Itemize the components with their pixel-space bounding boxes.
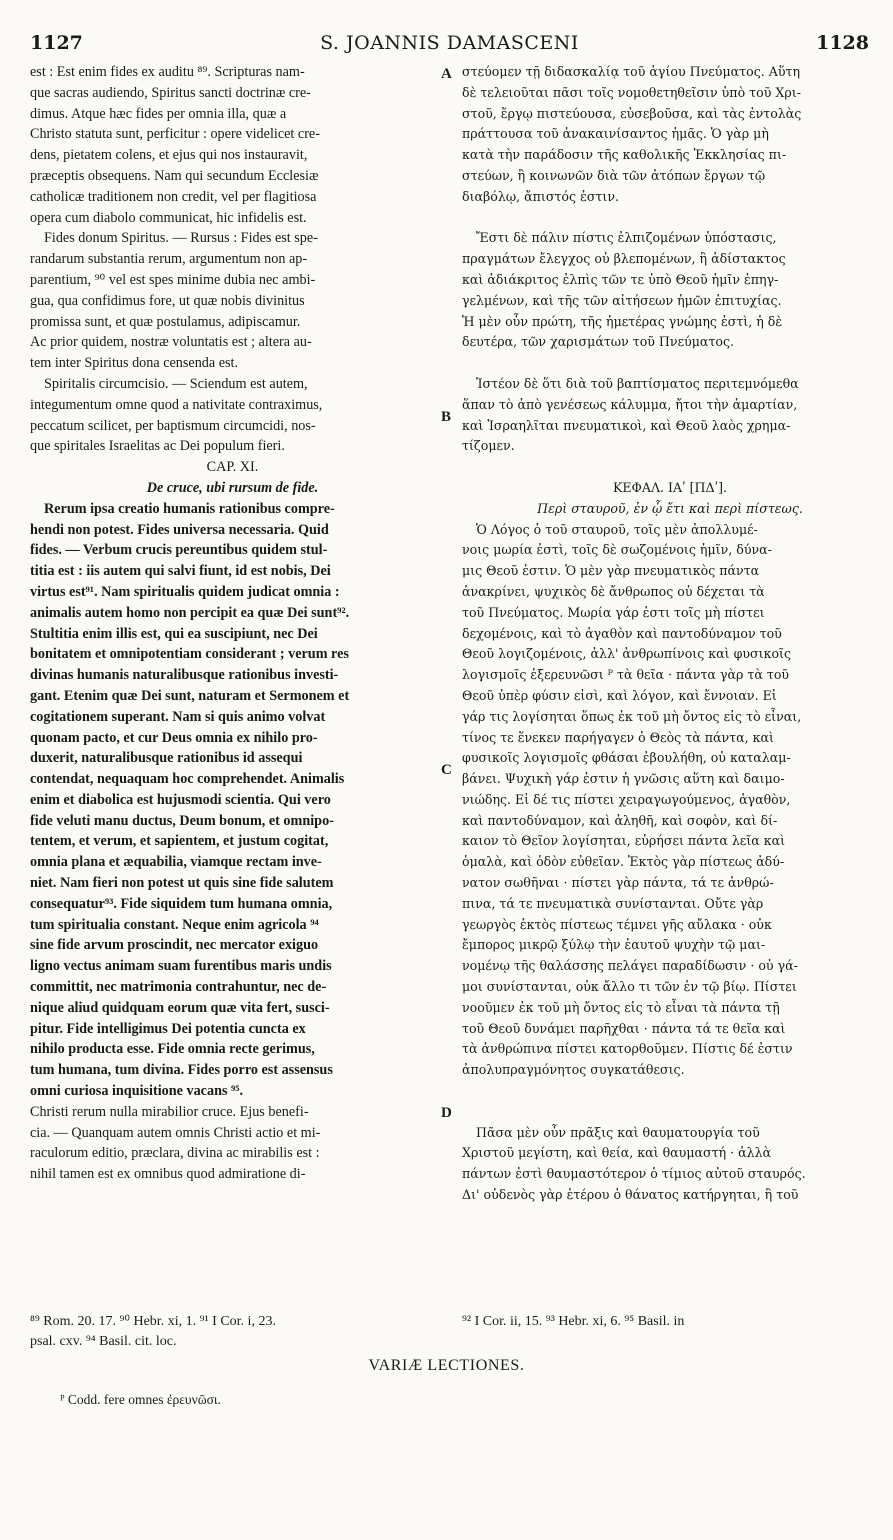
text-line: διαβόλῳ, ἄπιστός ἐστιν. <box>462 188 619 204</box>
text-line: δὲ τελειοῦται πᾶσι τοῖς νομοθετηθεῖσιν ὑπὸ τοῦ Χρι- <box>462 84 801 100</box>
text-line: νατον σωθῆναι · πίστει γὰρ πάντα, τά τε ἀνθρώ- <box>462 875 774 891</box>
text-line: φυσικοῖς λογισμοῖς φθάσαι ἐβουλήθη, οὐ καταλαμ- <box>462 750 791 766</box>
text-line: Spiritalis circumcisio. — Sciendum est autem, <box>44 375 308 392</box>
text-line: committit, nec matrimonia contrahuntur, nec de- <box>30 979 327 996</box>
text-line: νοοῦμεν ἐκ τοῦ μὴ ὄντος εἰς τὸ εἶναι τὰ πάντα τῇ <box>462 999 780 1015</box>
text-line: νιώδης. Εἰ δέ τις πίστει χειραγωγούμενος, ἀγαθὸν, <box>462 791 791 807</box>
text-line: δευτέρα, τῶν χαρισμάτων τοῦ Πνεύματος. <box>462 334 735 350</box>
text-line: duxerit, naturalibusque rationibus id assequi <box>30 750 303 767</box>
greek-para-3 <box>462 374 878 457</box>
page-number-right: 1128 <box>816 32 869 54</box>
latin-para-1 <box>30 62 435 228</box>
text-line: catholicæ traditionem non credit, vel per flagitiosa <box>30 188 317 205</box>
text-line: cia. — Quanquam autem omnis Christi actio et mi- <box>30 1124 321 1141</box>
text-line: γελμένων, καὶ τῆς τῶν αἰτήσεων ἡμῶν ἐπιτυχίας. <box>462 292 782 308</box>
text-line: dimus. Atque hæc fides per omnia illa, quæ a <box>30 105 287 122</box>
text-line: gua, qua confidimus fore, ut quæ nobis divinitus <box>30 292 305 309</box>
text-line: γάρ τις λογίσηται ὅπως ἐκ τοῦ μὴ ὄντος εἰς τὸ εἶναι, <box>462 708 802 724</box>
text-line: omnia plana et æquabilia, viamque rectam inve- <box>30 854 322 871</box>
greek-para-4 <box>462 520 878 1082</box>
text-line: τίζομεν. <box>462 438 515 454</box>
greek-chapter-title: Περὶ σταυροῦ, ἐν ᾧ ἔτι καὶ περὶ πίστεως. <box>537 500 803 516</box>
text-line: dens, pietatem colens, et ejus qui nos instauravit, <box>30 147 308 164</box>
variae-lectiones-title: VARIÆ LECTIONES. <box>368 1357 525 1374</box>
text-line: consequatur⁹³. Fide siquidem tum humana omnia, <box>30 895 333 912</box>
text-line: καὶ παντοδύναμον, καὶ ἀληθῆ, καὶ σοφὸν, καὶ δί- <box>462 812 778 828</box>
text-line: raculorum editio, præclara, divina ac mirabilis est : <box>30 1145 320 1162</box>
greek-chapter-heading: ΚΕΦΑΛ. ΙΑʹ [ΠΔʹ]. <box>612 479 728 495</box>
text-line: nihilo producta esse. Fide omnia recte gerimus, <box>30 1041 315 1058</box>
latin-para-2 <box>30 228 435 374</box>
text-line: Ἰστέον δὲ ὅτι διὰ τοῦ βαπτίσματος περιτεμνόμεθα <box>476 375 799 391</box>
text-line: Ἔστι δὲ πάλιν πίστις ἐλπιζομένων ὑπόστασις, <box>476 230 777 246</box>
text-line: ligno vectus animam suam furentibus maris undis <box>30 958 332 975</box>
text-line: hendi non potest. Fides universa necessaria. Quid <box>30 521 329 538</box>
margin-marker-b: B <box>441 409 452 425</box>
text-line: Θεοῦ λογιζομένοις, ἀλλ' ἀνθρωπίνοις καὶ φυσικοῖς <box>462 646 792 662</box>
text-line: pitur. Fide intelligimus Dei potentia cuncta ex <box>30 1020 306 1037</box>
text-line: fides. — Verbum crucis pereuntibus quidem stul- <box>30 542 328 559</box>
latin-chapter-title: De cruce, ubi rursum de fide. <box>146 479 319 496</box>
greek-para-5 <box>462 1123 878 1206</box>
text-line: ἅπαν τὸ ἀπὸ γενέσεως κάλυμμα, ἤτοι τὴν ἁμαρτίαν, <box>462 396 798 412</box>
text-line: est : Est enim fides ex auditu ⁸⁹. Scripturas nam- <box>30 64 305 80</box>
text-line: ἔμπορος μικρῷ ξύλῳ τὴν ἑαυτοῦ ψυχὴν τῷ μαι- <box>462 937 766 953</box>
text-line: καὶ ἀδιάκριτος ἐλπὶς τῶν τε ὑπὸ Θεοῦ ἡμῖν ἐπηγ- <box>462 271 779 287</box>
text-line: Δι' οὐδενὸς γὰρ ἑτέρου ὁ θάνατος κατήργηται, ἢ τοῦ <box>462 1187 799 1203</box>
text-line: fide veluti manu ductus, Deum bonum, et omnipo- <box>30 812 334 829</box>
text-line: Stultitia enim illis est, qui ea suscipiunt, nec Dei <box>30 625 318 642</box>
text-line: peccatum scilicet, per baptismum circumcidi, nos- <box>30 417 316 434</box>
text-line: κατὰ τὴν παράδοσιν τῆς καθολικῆς Ἐκκλησίας πι- <box>462 147 787 163</box>
footnotes-left <box>30 1312 435 1352</box>
text-line: τοῦ Θεοῦ δυνάμει παρῆχθαι · πάντα τά τε θεῖα καὶ <box>462 1020 786 1036</box>
text-line: μις Θεοῦ ἐστιν. Ὁ μὲν γὰρ πνευματικὸς πάντα <box>462 563 760 579</box>
text-line: virtus est⁹¹. Nam spiritualis quidem judicat omnia : <box>30 583 340 600</box>
text-line: Fides donum Spiritus. — Rursus : Fides est spe- <box>44 230 318 247</box>
text-line: que sacras audiendo, Spiritus sancti doctrinæ cre- <box>30 84 311 101</box>
text-line: cogitationem superant. Nam si quis animo volvat <box>30 708 326 725</box>
latin-para-5 <box>30 1102 435 1185</box>
text-line: tum spiritualia constant. Neque enim agricola ⁹⁴ <box>30 916 319 933</box>
running-header <box>30 32 869 60</box>
text-line: ἀνακρίνει, ψυχικὸς δὲ ἄνθρωπος οὐ δέχεται τὰ <box>462 583 765 599</box>
text-line: νοις μωρία ἐστὶ, τοῖς δὲ σωζομένοις ἡμῖν, δύνα- <box>462 542 772 558</box>
text-line: Christo statuta sunt, perficitur : opere videlicet cre- <box>30 126 320 143</box>
text-line: niet. Nam fieri non potest ut quis sine fide salutem <box>30 875 334 892</box>
text-line: divinas humanis naturalibusque rationibus investi- <box>30 667 339 684</box>
text-line: γεωργὸς ἐκτὸς πίστεως τέμνει γῆς αὔλακα · οὐκ <box>462 916 772 932</box>
text-line: præceptis obsequens. Nam qui secundum Ecclesiæ <box>30 167 319 184</box>
text-line: bonitatem et omnipotentiam considerant ; verum res <box>30 646 349 663</box>
text-line: καιον τὸ Θεῖον λογίσηται, εὑρήσει πάντα λεῖα καὶ <box>462 833 786 849</box>
text-line: omni curiosa inquisitione vacans ⁹⁵. <box>30 1083 244 1100</box>
text-line: Ὁ Λόγος ὁ τοῦ σταυροῦ, τοῖς μὲν ἀπολλυμέ- <box>476 521 758 537</box>
text-line: integumentum omne quod a nativitate contraximus, <box>30 396 323 413</box>
text-line: τίνος τε ἕνεκεν παρήγαγεν ὁ Θεὸς τὰ πάντα, καὶ <box>462 729 774 745</box>
text-line: parentium, ⁹⁰ vel est spes minime dubia nec ambi- <box>30 271 316 288</box>
text-line: πραγμάτων ἔλεγχος οὐ βλεπομένων, ἢ ἀδίστακτος <box>462 251 786 267</box>
latin-chapter-heading: CAP. XI. <box>206 459 259 476</box>
text-line: πάντων ἐστὶ θαυμαστότερον ὁ τίμιος αὐτοῦ σταυρός. <box>462 1166 806 1182</box>
text-line: randarum substantia rerum, argumentum non ap- <box>30 251 308 268</box>
text-line: titia est : iis autem qui salvi fiunt, id est nobis, Dei <box>30 563 331 580</box>
latin-para-3 <box>30 374 435 457</box>
text-line: nique aliud quidquam eorum quæ vita fert, susci- <box>30 999 330 1016</box>
text-line: quonam pacto, et cur Deus omnia ex nihilo pro- <box>30 729 318 746</box>
footnotes-right <box>462 1312 878 1332</box>
text-line: τοῦ Πνεύματος. Μωρία γάρ ἐστι τοῖς μὴ πίστει <box>462 604 765 620</box>
text-line: Ac prior quidem, nostræ voluntatis est ; altera au- <box>30 334 312 351</box>
margin-marker-c: C <box>441 762 452 778</box>
text-line: καὶ Ἰσραηλῖται πνευματικοὶ, καὶ Θεοῦ λαὸς χρημα- <box>462 417 791 433</box>
text-line: nihil tamen est ex omnibus quod admiratione di- <box>30 1166 306 1183</box>
greek-para-2 <box>462 228 878 353</box>
text-line: sine fide arvum proscindit, nec mercator exiguo <box>30 937 319 954</box>
text-line: opera cum diabolo communicat, hic infidelis est. <box>30 209 307 226</box>
text-line: contendat, nequaquam hoc comprehendet. Animalis <box>30 771 345 788</box>
text-line: πράττουσα τοῦ ἀνακαινίσαντος ἡμᾶς. Ὁ γὰρ μὴ <box>462 126 769 142</box>
text-line: νομένῳ τῆς θαλάσσης πελάγει παραδίδωσιν · οὐ γά- <box>462 958 798 974</box>
text-line: λογισμοῖς ἐξερευνῶσι ᴾ τὰ θεῖα · πάντα γὰρ τὰ τοῦ <box>462 667 790 683</box>
footnote-line: psal. cxv. ⁹⁴ Basil. cit. loc. <box>30 1334 177 1349</box>
text-line: πινα, τά τε πνευματικὰ συνίστανται. Οὔτε γὰρ <box>462 895 764 911</box>
text-line: tentem, et verum, et sapientem, et justum cogitat, <box>30 833 329 850</box>
margin-marker-d: D <box>441 1105 452 1121</box>
text-line: tem inter Spiritus dona censenda est. <box>30 355 239 372</box>
footnote-line: ⁸⁹ Rom. 20. 17. ⁹⁰ Hebr. xi, 1. ⁹¹ I Cor. i, 23. <box>30 1314 276 1329</box>
text-line: τὰ ἀνθρώπινα πίστει κατορθοῦμεν. Πίστις δέ ἐστιν <box>462 1041 793 1057</box>
variae-lectiones-text: ᴾ Codd. fere omnes ἐρευνῶσι. <box>60 1392 221 1407</box>
margin-marker-a: A <box>441 66 452 82</box>
footnote-line: ⁹² I Cor. ii, 15. ⁹³ Hebr. xi, 6. ⁹⁵ Basil. in <box>462 1314 685 1329</box>
greek-para-1 <box>462 62 878 208</box>
text-line: μοι συνίστανται, οὐκ ἄλλο τι τῶν ἐν τῷ βίῳ. Πίστει <box>462 979 797 995</box>
greek-column <box>462 62 878 1206</box>
latin-column <box>30 62 435 1185</box>
text-line: ἀπολυπραγμόνητος συγκατάθεσις. <box>462 1062 685 1078</box>
text-line: animalis autem homo non percipit ea quæ Dei sunt⁹². <box>30 604 350 621</box>
text-line: Christi rerum nulla mirabilior cruce. Ejus benefi- <box>30 1103 309 1120</box>
text-line: δεχομένοις, καὶ τὸ ἀγαθὸν καὶ παντοδύναμον τοῦ <box>462 625 782 641</box>
text-line: Ἡ μὲν οὖν πρώτη, τῆς ἡμετέρας γνώμης ἐστὶ, ἡ δὲ <box>462 313 783 329</box>
text-line: gant. Etenim quæ Dei sunt, naturam et Sermonem et <box>30 687 350 704</box>
text-line: Θεοῦ ὑπὲρ φύσιν εἰσὶ, καὶ λόγον, καὶ ἔννοιαν. Εἰ <box>462 687 777 703</box>
running-title: S. JOANNIS DAMASCENI <box>320 32 579 54</box>
text-line: Χριστοῦ μεγίστη, καὶ θεία, καὶ θαυμαστή · ἀλλὰ <box>462 1145 772 1161</box>
text-line: tum humana, tum divina. Fides porro est assensus <box>30 1062 333 1079</box>
text-line: promissa sunt, et quæ postulamus, adipiscamur. <box>30 313 301 330</box>
text-line: enim et diabolica est hujusmodi scientia. Qui vero <box>30 791 331 808</box>
text-line: στεύων, ἢ κοινωνῶν διὰ τῶν ἀτόπων ἔργων τῷ <box>462 167 766 183</box>
text-line: Rerum ipsa creatio humanis rationibus compre- <box>44 500 335 517</box>
text-line: Πᾶσα μὲν οὖν πρᾶξις καὶ θαυματουργία τοῦ <box>476 1124 760 1140</box>
text-line: βάνει. Ψυχικὴ γάρ ἐστιν ἡ γνῶσις αὕτη καὶ δαιμο- <box>462 771 785 787</box>
latin-para-4 <box>30 499 435 1102</box>
text-line: στοῦ, ἔργῳ πιστεύουσα, εὐσεβοῦσα, καὶ τὰς ἐντολὰς <box>462 105 802 121</box>
page-number-left: 1127 <box>30 32 83 54</box>
text-line: que spiritales Israelitas ac Dei populum fieri. <box>30 438 285 455</box>
text-line: στεύομεν τῇ διδασκαλίᾳ τοῦ ἁγίου Πνεύματος. Αὕτη <box>462 64 801 79</box>
text-line: ὁμαλὰ, καὶ ὁδὸν εὐθεῖαν. Ἐκτὸς γὰρ πίστεως ἀδύ- <box>462 854 785 870</box>
